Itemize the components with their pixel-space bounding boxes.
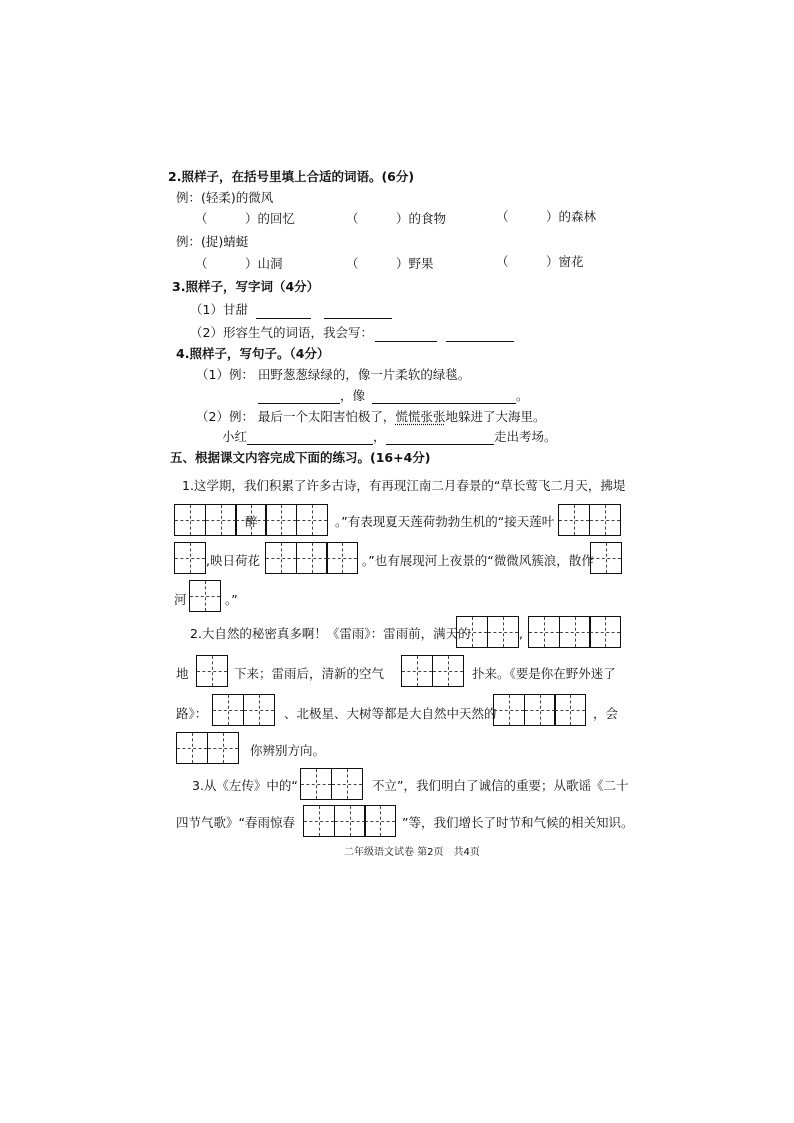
grid-p1-e[interactable] xyxy=(265,542,358,574)
page-footer: 二年级语文试卷 第2页 共4页 xyxy=(344,847,480,858)
p1-line2: 。”有表现夏天莲荷勃勃生机的“接天莲叶 xyxy=(335,514,555,529)
q4-item1-comma: ，像 xyxy=(340,388,366,403)
q2-title: 2.照样子，在括号里填上合适的词语。(6分) xyxy=(168,169,415,184)
char-box[interactable] xyxy=(207,732,239,764)
p3-line2b: ”等，我们增长了时节和气候的相关知识。 xyxy=(402,815,634,830)
p1-zui: 醉 xyxy=(245,514,258,529)
p2-comma: , xyxy=(519,626,523,641)
char-box[interactable] xyxy=(432,655,464,687)
grid-p3-a[interactable] xyxy=(300,768,363,800)
char-box[interactable] xyxy=(487,616,519,648)
q3-title: 3.照样子，写字词（4分） xyxy=(172,279,320,294)
q4-item2-comma: ， xyxy=(373,429,386,444)
p3-line1b: 不立”，我们明白了诚信的重要；从歌谣《二十 xyxy=(372,778,629,793)
q3-blank-1[interactable] xyxy=(256,304,311,319)
q4-item1: （1）例： 田野葱葱绿绿的，像一片柔软的绿毯。 xyxy=(196,367,471,382)
grid-p2-g[interactable] xyxy=(176,732,239,764)
q2-example1: 例：(轻柔)的微风 xyxy=(176,190,274,205)
q4-title: 4.照样子，写句子。（4分） xyxy=(176,346,330,361)
grid-p2-f[interactable] xyxy=(493,694,586,726)
q3-item1: （1）甘甜 xyxy=(190,302,248,317)
q2-example2: 例：(捉)蜻蜓 xyxy=(176,234,249,249)
char-box[interactable] xyxy=(296,504,328,536)
q4-blank-1[interactable] xyxy=(258,389,340,404)
char-box[interactable] xyxy=(331,768,363,800)
grid-p2-c[interactable] xyxy=(196,655,228,687)
char-box[interactable] xyxy=(303,805,335,837)
char-box[interactable] xyxy=(205,504,237,536)
grid-p2-b[interactable] xyxy=(528,616,621,648)
q3-blank-3[interactable] xyxy=(375,327,437,342)
q4-item2-end: 走出考场。 xyxy=(494,429,557,444)
char-box[interactable] xyxy=(401,655,433,687)
p2-line1: 2.大自然的秘密真多啊！《雷雨》：雷雨前，满天的 xyxy=(190,626,471,641)
char-box[interactable] xyxy=(196,655,228,687)
grid-p3-b[interactable] xyxy=(303,805,396,837)
q4-item2-name: 小红 xyxy=(222,429,248,444)
char-box[interactable] xyxy=(326,542,358,574)
q4-blank-3[interactable] xyxy=(247,430,373,445)
p2-ni: 你辨别方向。 xyxy=(250,743,326,758)
grid-p1-b[interactable] xyxy=(265,504,328,536)
p1-he: 河 xyxy=(174,592,187,607)
char-box[interactable] xyxy=(189,580,221,612)
q2-blank-2[interactable]: （ ）的食物 xyxy=(346,211,447,226)
grid-p2-e[interactable] xyxy=(212,694,275,726)
char-box[interactable] xyxy=(364,805,396,837)
char-box[interactable] xyxy=(528,616,560,648)
grid-p1-f[interactable] xyxy=(590,542,622,574)
p1-end: 。” xyxy=(225,592,238,607)
char-box[interactable] xyxy=(589,616,621,648)
grid-p2-d[interactable] xyxy=(401,655,464,687)
q2-blank-1[interactable]: （ ）的回忆 xyxy=(195,211,296,226)
grid-p2-a[interactable] xyxy=(456,616,519,648)
q4-item2-example: （2）例： 最后一个太阳害怕极了，慌慌张张地躲进了大海里。 xyxy=(196,409,546,424)
q2-blank-5[interactable]: （ ）野果 xyxy=(346,256,434,271)
grid-p1-g[interactable] xyxy=(189,580,221,612)
p1-yingri: ,映日荷花 xyxy=(206,553,260,568)
p2-stars: 、北极星、大树等都是大自然中天然的 xyxy=(284,706,497,721)
q2-blank-6[interactable]: （ ）窗花 xyxy=(496,254,584,269)
char-box[interactable] xyxy=(558,504,590,536)
q4-blank-4[interactable] xyxy=(386,430,494,445)
p2-lu: 路》： xyxy=(176,706,208,721)
char-box[interactable] xyxy=(334,805,366,837)
char-box[interactable] xyxy=(176,732,208,764)
char-box[interactable] xyxy=(590,542,622,574)
char-box[interactable] xyxy=(456,616,488,648)
p1-line1: 1.这学期，我们积累了许多古诗，有再现江南二月春景的“草长莺飞二月天，拂堤 xyxy=(182,478,626,493)
section5-title: 五、根据课文内容完成下面的练习。(16+4分) xyxy=(170,450,431,465)
q3-blank-2[interactable] xyxy=(324,304,392,319)
char-box[interactable] xyxy=(212,694,244,726)
char-box[interactable] xyxy=(493,694,525,726)
q4-item1-end: 。 xyxy=(516,388,529,403)
char-box[interactable] xyxy=(524,694,556,726)
char-box[interactable] xyxy=(296,542,328,574)
char-box[interactable] xyxy=(300,768,332,800)
char-box[interactable] xyxy=(559,616,591,648)
char-box[interactable] xyxy=(265,504,297,536)
q4-blank-2[interactable] xyxy=(372,389,516,404)
q2-blank-3[interactable]: （ ）的森林 xyxy=(496,209,597,224)
grid-p1-d[interactable] xyxy=(174,542,206,574)
p3-line1a: 3.从《左传》中的“ xyxy=(192,778,298,793)
p3-line2a: 四节气歌》“春雨惊春 xyxy=(176,815,295,830)
char-box[interactable] xyxy=(243,694,275,726)
q3-item2: （2）形容生气的词语，我会写： xyxy=(190,325,373,340)
p2-di: 地 xyxy=(176,666,189,681)
p2-xia: 下来；雷雨后，清新的空气 xyxy=(234,666,385,681)
char-box[interactable] xyxy=(174,542,206,574)
char-box[interactable] xyxy=(174,504,206,536)
p1-line3: 。”也有展现河上夜景的“微微风簇浪，散作 xyxy=(362,553,594,568)
q2-blank-4[interactable]: （ ）山洞 xyxy=(195,256,283,271)
char-box[interactable] xyxy=(554,694,586,726)
char-box[interactable] xyxy=(589,504,621,536)
grid-p1-c[interactable] xyxy=(558,504,621,536)
q3-blank-4[interactable] xyxy=(446,327,514,342)
p2-pu: 扑来。《要是你在野外迷了 xyxy=(472,666,616,681)
char-box[interactable] xyxy=(265,542,297,574)
p2-hui: ，会 xyxy=(593,706,619,721)
